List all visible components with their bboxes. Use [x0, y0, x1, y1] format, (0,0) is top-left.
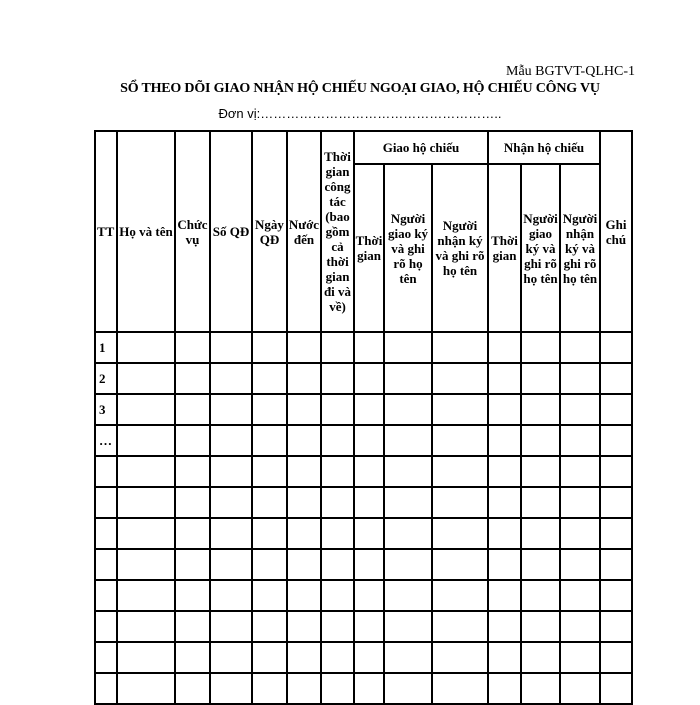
table-cell	[252, 642, 287, 673]
header-position: Chức vụ	[175, 131, 210, 332]
table-cell	[560, 394, 600, 425]
table-cell	[600, 549, 632, 580]
table-cell	[521, 394, 560, 425]
form-code: Mẫu BGTVT-QLHC-1	[506, 64, 635, 79]
header-delivery-receiver: Người nhận ký và ghi rõ họ tên	[432, 164, 488, 332]
table-cell	[521, 549, 560, 580]
row-number-cell: …	[95, 425, 117, 456]
table-cell	[560, 456, 600, 487]
table-row	[95, 580, 632, 611]
table-cell	[252, 363, 287, 394]
table-cell	[432, 518, 488, 549]
table-cell	[321, 456, 354, 487]
table-cell	[384, 363, 432, 394]
table-cell	[488, 363, 521, 394]
table-cell	[287, 332, 321, 363]
table-cell	[432, 363, 488, 394]
table-cell	[560, 642, 600, 673]
table-cell	[175, 363, 210, 394]
table-cell	[252, 487, 287, 518]
table-cell	[354, 518, 384, 549]
table-row	[95, 425, 632, 456]
table-cell	[384, 642, 432, 673]
table-cell	[252, 580, 287, 611]
header-delivery-group: Giao hộ chiếu	[354, 131, 488, 164]
table-cell	[321, 580, 354, 611]
table-cell	[210, 363, 252, 394]
table-cell	[521, 642, 560, 673]
table-cell	[384, 673, 432, 704]
table-cell	[210, 394, 252, 425]
table-row	[95, 611, 632, 642]
table-cell	[354, 425, 384, 456]
table-cell	[287, 394, 321, 425]
table-row	[95, 487, 632, 518]
table-row	[95, 456, 632, 487]
table-cell	[488, 332, 521, 363]
table-cell	[287, 487, 321, 518]
table-cell	[521, 425, 560, 456]
table-cell	[287, 425, 321, 456]
header-destination: Nước đến	[287, 131, 321, 332]
header-return-giver: Người giao ký và ghi rõ họ tên	[521, 164, 560, 332]
document-title: SỔ THEO DÕI GIAO NHẬN HỘ CHIẾU NGOẠI GIAO, HỘ CHIẾU CÔNG VỤ	[120, 81, 600, 96]
table-cell	[354, 332, 384, 363]
header-decision-no: Số QĐ	[210, 131, 252, 332]
table-cell	[560, 363, 600, 394]
table-cell	[354, 394, 384, 425]
table-cell	[600, 518, 632, 549]
table-cell	[321, 673, 354, 704]
header-return-receiver: Người nhận ký và ghi rõ họ tên	[560, 164, 600, 332]
table-cell	[117, 580, 175, 611]
table-cell	[521, 580, 560, 611]
header-delivery-time: Thời gian	[354, 164, 384, 332]
table-row	[95, 363, 632, 394]
table-body	[95, 332, 632, 704]
table-cell	[117, 487, 175, 518]
table-cell	[560, 611, 600, 642]
table-cell	[321, 425, 354, 456]
table-cell	[210, 518, 252, 549]
table-cell	[210, 580, 252, 611]
row-number-cell: 3	[95, 394, 117, 425]
table-cell	[560, 425, 600, 456]
table-cell	[384, 611, 432, 642]
table-cell	[488, 549, 521, 580]
table-cell	[600, 456, 632, 487]
table-cell	[560, 580, 600, 611]
table-cell	[488, 487, 521, 518]
table-cell	[287, 456, 321, 487]
table-cell	[321, 332, 354, 363]
row-number-cell: 2	[95, 363, 117, 394]
table-cell	[600, 332, 632, 363]
table-cell	[252, 394, 287, 425]
table-cell	[175, 394, 210, 425]
table-cell	[321, 363, 354, 394]
table-cell	[117, 332, 175, 363]
table-row	[95, 673, 632, 704]
table-cell	[600, 394, 632, 425]
table-cell	[384, 332, 432, 363]
table-cell	[175, 611, 210, 642]
table-cell	[210, 549, 252, 580]
header-return-group: Nhận hộ chiếu	[488, 131, 600, 164]
table-cell	[252, 425, 287, 456]
table-cell	[175, 425, 210, 456]
table-cell	[175, 487, 210, 518]
table-cell	[384, 518, 432, 549]
table-cell	[521, 611, 560, 642]
table-cell	[384, 394, 432, 425]
row-number-cell	[95, 673, 117, 704]
table-cell	[384, 456, 432, 487]
table-cell	[117, 611, 175, 642]
table-cell	[521, 487, 560, 518]
table-row	[95, 394, 632, 425]
table-cell	[287, 549, 321, 580]
passport-log-table	[94, 130, 633, 705]
table-cell	[117, 642, 175, 673]
row-number-cell	[95, 456, 117, 487]
table-cell	[252, 332, 287, 363]
table-cell	[210, 611, 252, 642]
unit-line: Đơn vị:………………………………………………..	[218, 106, 502, 121]
table-cell	[175, 549, 210, 580]
header-trip-time: Thời gian công tác (bao gồm cả thời gian đi và về)	[321, 131, 354, 332]
table-cell	[210, 332, 252, 363]
table-cell	[600, 425, 632, 456]
table-cell	[521, 518, 560, 549]
header-tt: TT	[95, 131, 117, 332]
table-cell	[287, 580, 321, 611]
table-cell	[488, 642, 521, 673]
table-cell	[321, 518, 354, 549]
table-cell	[117, 673, 175, 704]
table-cell	[488, 456, 521, 487]
row-number-cell	[95, 611, 117, 642]
table-row	[95, 642, 632, 673]
row-number-cell: 1	[95, 332, 117, 363]
table-row	[95, 518, 632, 549]
table-cell	[175, 642, 210, 673]
table-cell	[600, 363, 632, 394]
table-cell	[384, 425, 432, 456]
header-name: Họ và tên	[117, 131, 175, 332]
header-return-time: Thời gian	[488, 164, 521, 332]
table-cell	[354, 363, 384, 394]
header-delivery-giver: Người giao ký và ghi rõ họ tên	[384, 164, 432, 332]
table-cell	[321, 611, 354, 642]
table-cell	[175, 332, 210, 363]
table-cell	[560, 332, 600, 363]
row-number-cell	[95, 642, 117, 673]
table-cell	[521, 673, 560, 704]
table-cell	[252, 673, 287, 704]
table-row	[95, 549, 632, 580]
table-cell	[210, 673, 252, 704]
table-cell	[600, 487, 632, 518]
table-cell	[600, 580, 632, 611]
table-cell	[354, 611, 384, 642]
table-cell	[488, 673, 521, 704]
table-cell	[488, 611, 521, 642]
table-cell	[488, 518, 521, 549]
table-cell	[432, 580, 488, 611]
table-cell	[210, 487, 252, 518]
table-cell	[488, 394, 521, 425]
table-cell	[287, 611, 321, 642]
table-cell	[521, 332, 560, 363]
table-cell	[488, 425, 521, 456]
table-cell	[252, 611, 287, 642]
table-cell	[321, 642, 354, 673]
table-cell	[354, 487, 384, 518]
table-cell	[210, 456, 252, 487]
table-cell	[321, 487, 354, 518]
table-cell	[600, 673, 632, 704]
table-cell	[432, 611, 488, 642]
table-cell	[600, 642, 632, 673]
table-cell	[252, 518, 287, 549]
table-cell	[117, 394, 175, 425]
table-cell	[432, 425, 488, 456]
table-cell	[354, 580, 384, 611]
table-cell	[521, 363, 560, 394]
header-decision-date: Ngày QĐ	[252, 131, 287, 332]
row-number-cell	[95, 487, 117, 518]
table-cell	[560, 549, 600, 580]
table-cell	[321, 394, 354, 425]
table-cell	[432, 673, 488, 704]
table-cell	[432, 549, 488, 580]
row-number-cell	[95, 549, 117, 580]
table-cell	[175, 518, 210, 549]
table-cell	[488, 580, 521, 611]
table-cell	[432, 332, 488, 363]
table-cell	[321, 549, 354, 580]
table-cell	[117, 456, 175, 487]
table-cell	[560, 673, 600, 704]
table-cell	[210, 425, 252, 456]
header-notes: Ghi chú	[600, 131, 632, 332]
table-cell	[175, 580, 210, 611]
table-cell	[252, 456, 287, 487]
table-cell	[252, 549, 287, 580]
table-cell	[432, 642, 488, 673]
table-cell	[354, 673, 384, 704]
table-cell	[384, 580, 432, 611]
table-cell	[384, 487, 432, 518]
table-cell	[432, 487, 488, 518]
table-cell	[521, 456, 560, 487]
table-row	[95, 332, 632, 363]
row-number-cell	[95, 580, 117, 611]
table-cell	[287, 673, 321, 704]
table-cell	[287, 363, 321, 394]
table-cell	[354, 549, 384, 580]
table-cell	[287, 642, 321, 673]
row-number-cell	[95, 518, 117, 549]
table-cell	[560, 518, 600, 549]
table-cell	[117, 549, 175, 580]
table-cell	[287, 518, 321, 549]
table-cell	[560, 487, 600, 518]
table-cell	[600, 611, 632, 642]
table-cell	[175, 456, 210, 487]
table-cell	[432, 456, 488, 487]
table-cell	[354, 642, 384, 673]
table-cell	[384, 549, 432, 580]
table-cell	[354, 456, 384, 487]
table-cell	[432, 394, 488, 425]
table-cell	[175, 673, 210, 704]
table-cell	[117, 518, 175, 549]
table-cell	[117, 425, 175, 456]
table-cell	[117, 363, 175, 394]
table-cell	[210, 642, 252, 673]
